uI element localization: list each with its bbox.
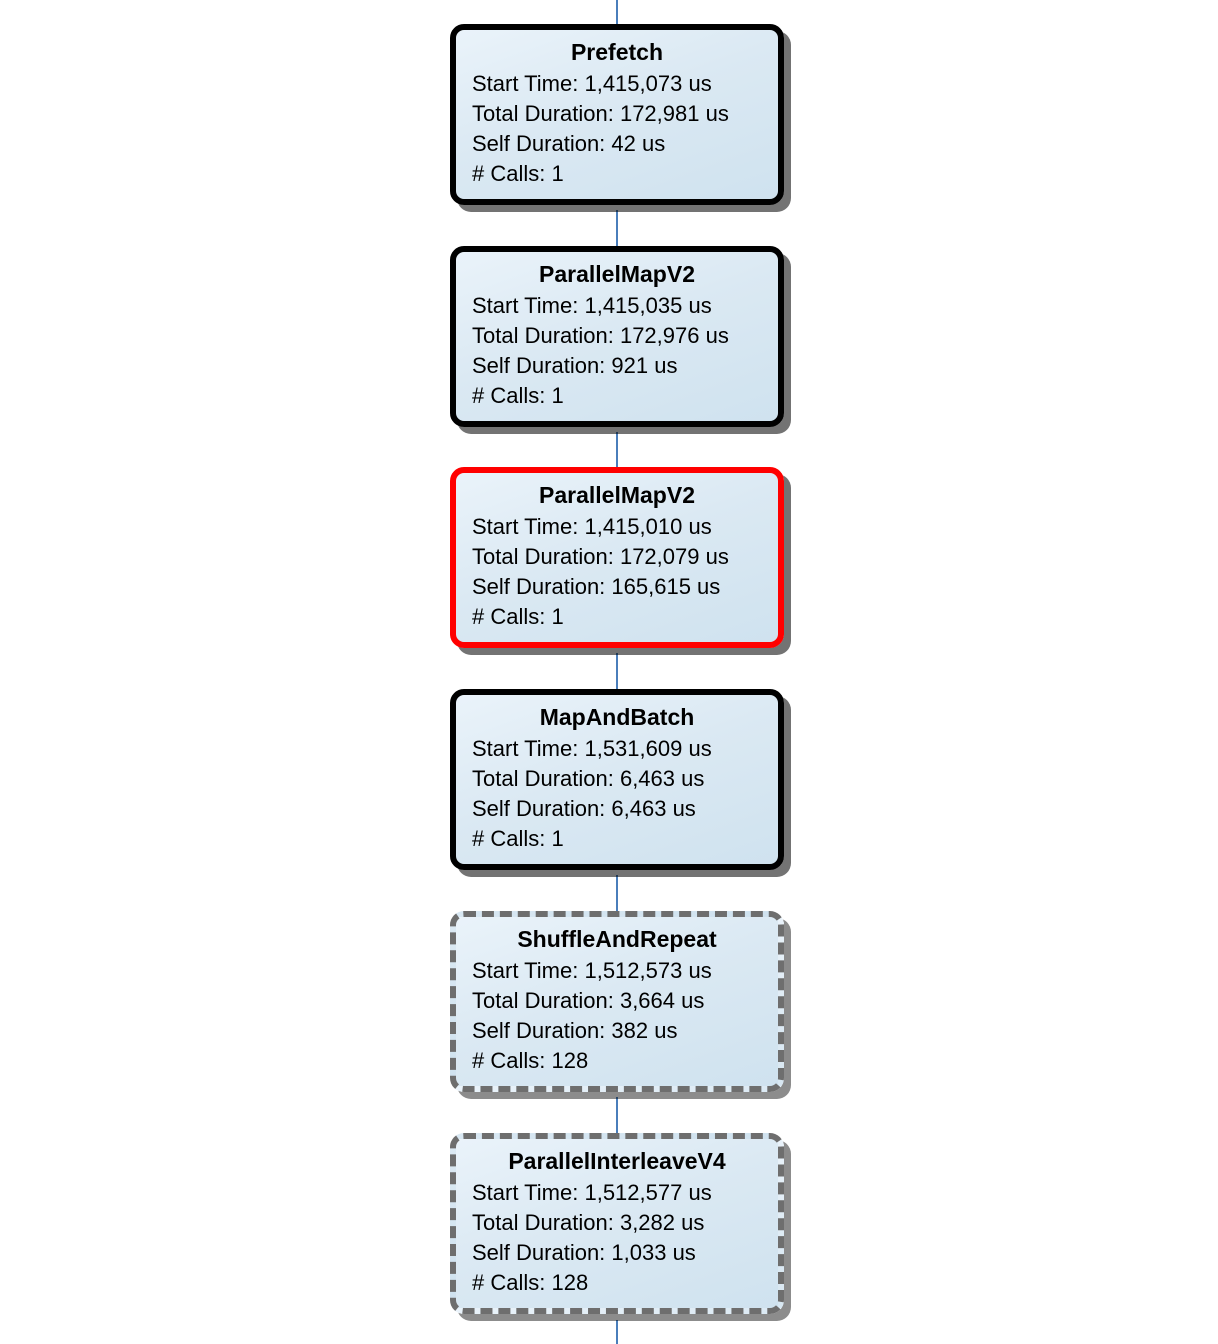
node-total-duration: Total Duration: 172,079 us	[472, 543, 729, 569]
edge-prefetch-to-parallelmapv2-1	[616, 210, 618, 248]
node-prefetch[interactable]	[450, 24, 784, 205]
node-self-duration: Self Duration: 921 us	[472, 353, 678, 378]
node-self-duration: Self Duration: 382 us	[472, 1018, 678, 1043]
node-stats	[456, 956, 778, 1077]
node-stats	[456, 1178, 778, 1299]
node-start-time: Start Time: 1,531,609 us	[472, 735, 712, 761]
node-shuffleandrepeat[interactable]	[450, 911, 784, 1092]
node-total-duration: Total Duration: 172,981 us	[472, 100, 729, 126]
node-title: MapAndBatch	[539, 704, 695, 730]
node-total-duration: Total Duration: 3,664 us	[472, 987, 705, 1013]
node-title: ParallelInterleaveV4	[508, 1148, 726, 1174]
node-start-time: Start Time: 1,415,035 us	[472, 292, 712, 318]
edge-bottom-outbound	[616, 1320, 618, 1344]
node-mapandbatch[interactable]	[450, 689, 784, 870]
node-calls: # Calls: 1	[472, 161, 564, 187]
node-total-duration: Total Duration: 3,282 us	[472, 1209, 705, 1235]
edge-parallelmapv2-1-to-parallelmapv2-2	[616, 432, 618, 469]
node-self-duration: Self Duration: 1,033 us	[472, 1240, 696, 1265]
node-stats	[456, 291, 778, 412]
node-stats	[456, 734, 778, 855]
node-total-duration: Total Duration: 172,976 us	[472, 322, 729, 348]
node-self-duration: Self Duration: 165,615 us	[472, 574, 721, 599]
node-title: ParallelMapV2	[539, 261, 695, 287]
node-total-duration: Total Duration: 6,463 us	[472, 765, 705, 791]
node-parallelinterleavev4[interactable]	[450, 1133, 784, 1314]
edge-shuffleandrepeat-to-parallelinterleavev4	[616, 1097, 618, 1134]
node-stats	[456, 69, 778, 190]
edge-mapandbatch-to-shuffleandrepeat	[616, 875, 618, 912]
node-calls: # Calls: 1	[472, 826, 564, 852]
node-title: ShuffleAndRepeat	[517, 926, 717, 952]
node-calls: # Calls: 1	[472, 383, 564, 409]
node-title: ParallelMapV2	[539, 482, 695, 508]
edge-top-inbound	[616, 0, 618, 27]
node-start-time: Start Time: 1,415,073 us	[472, 70, 712, 96]
node-start-time: Start Time: 1,512,573 us	[472, 957, 712, 983]
node-calls: # Calls: 128	[472, 1270, 589, 1296]
node-stats	[456, 512, 778, 633]
node-start-time: Start Time: 1,512,577 us	[472, 1179, 712, 1205]
node-title: Prefetch	[570, 39, 664, 65]
node-start-time: Start Time: 1,415,010 us	[472, 513, 712, 539]
node-parallelmapv2-1[interactable]	[450, 246, 784, 427]
node-parallelmapv2-2-selected[interactable]	[450, 467, 784, 648]
node-self-duration: Self Duration: 42 us	[472, 131, 666, 156]
node-calls: # Calls: 128	[472, 1048, 589, 1074]
node-self-duration: Self Duration: 6,463 us	[472, 796, 696, 821]
node-calls: # Calls: 1	[472, 604, 564, 630]
edge-parallelmapv2-2-to-mapandbatch	[616, 653, 618, 691]
